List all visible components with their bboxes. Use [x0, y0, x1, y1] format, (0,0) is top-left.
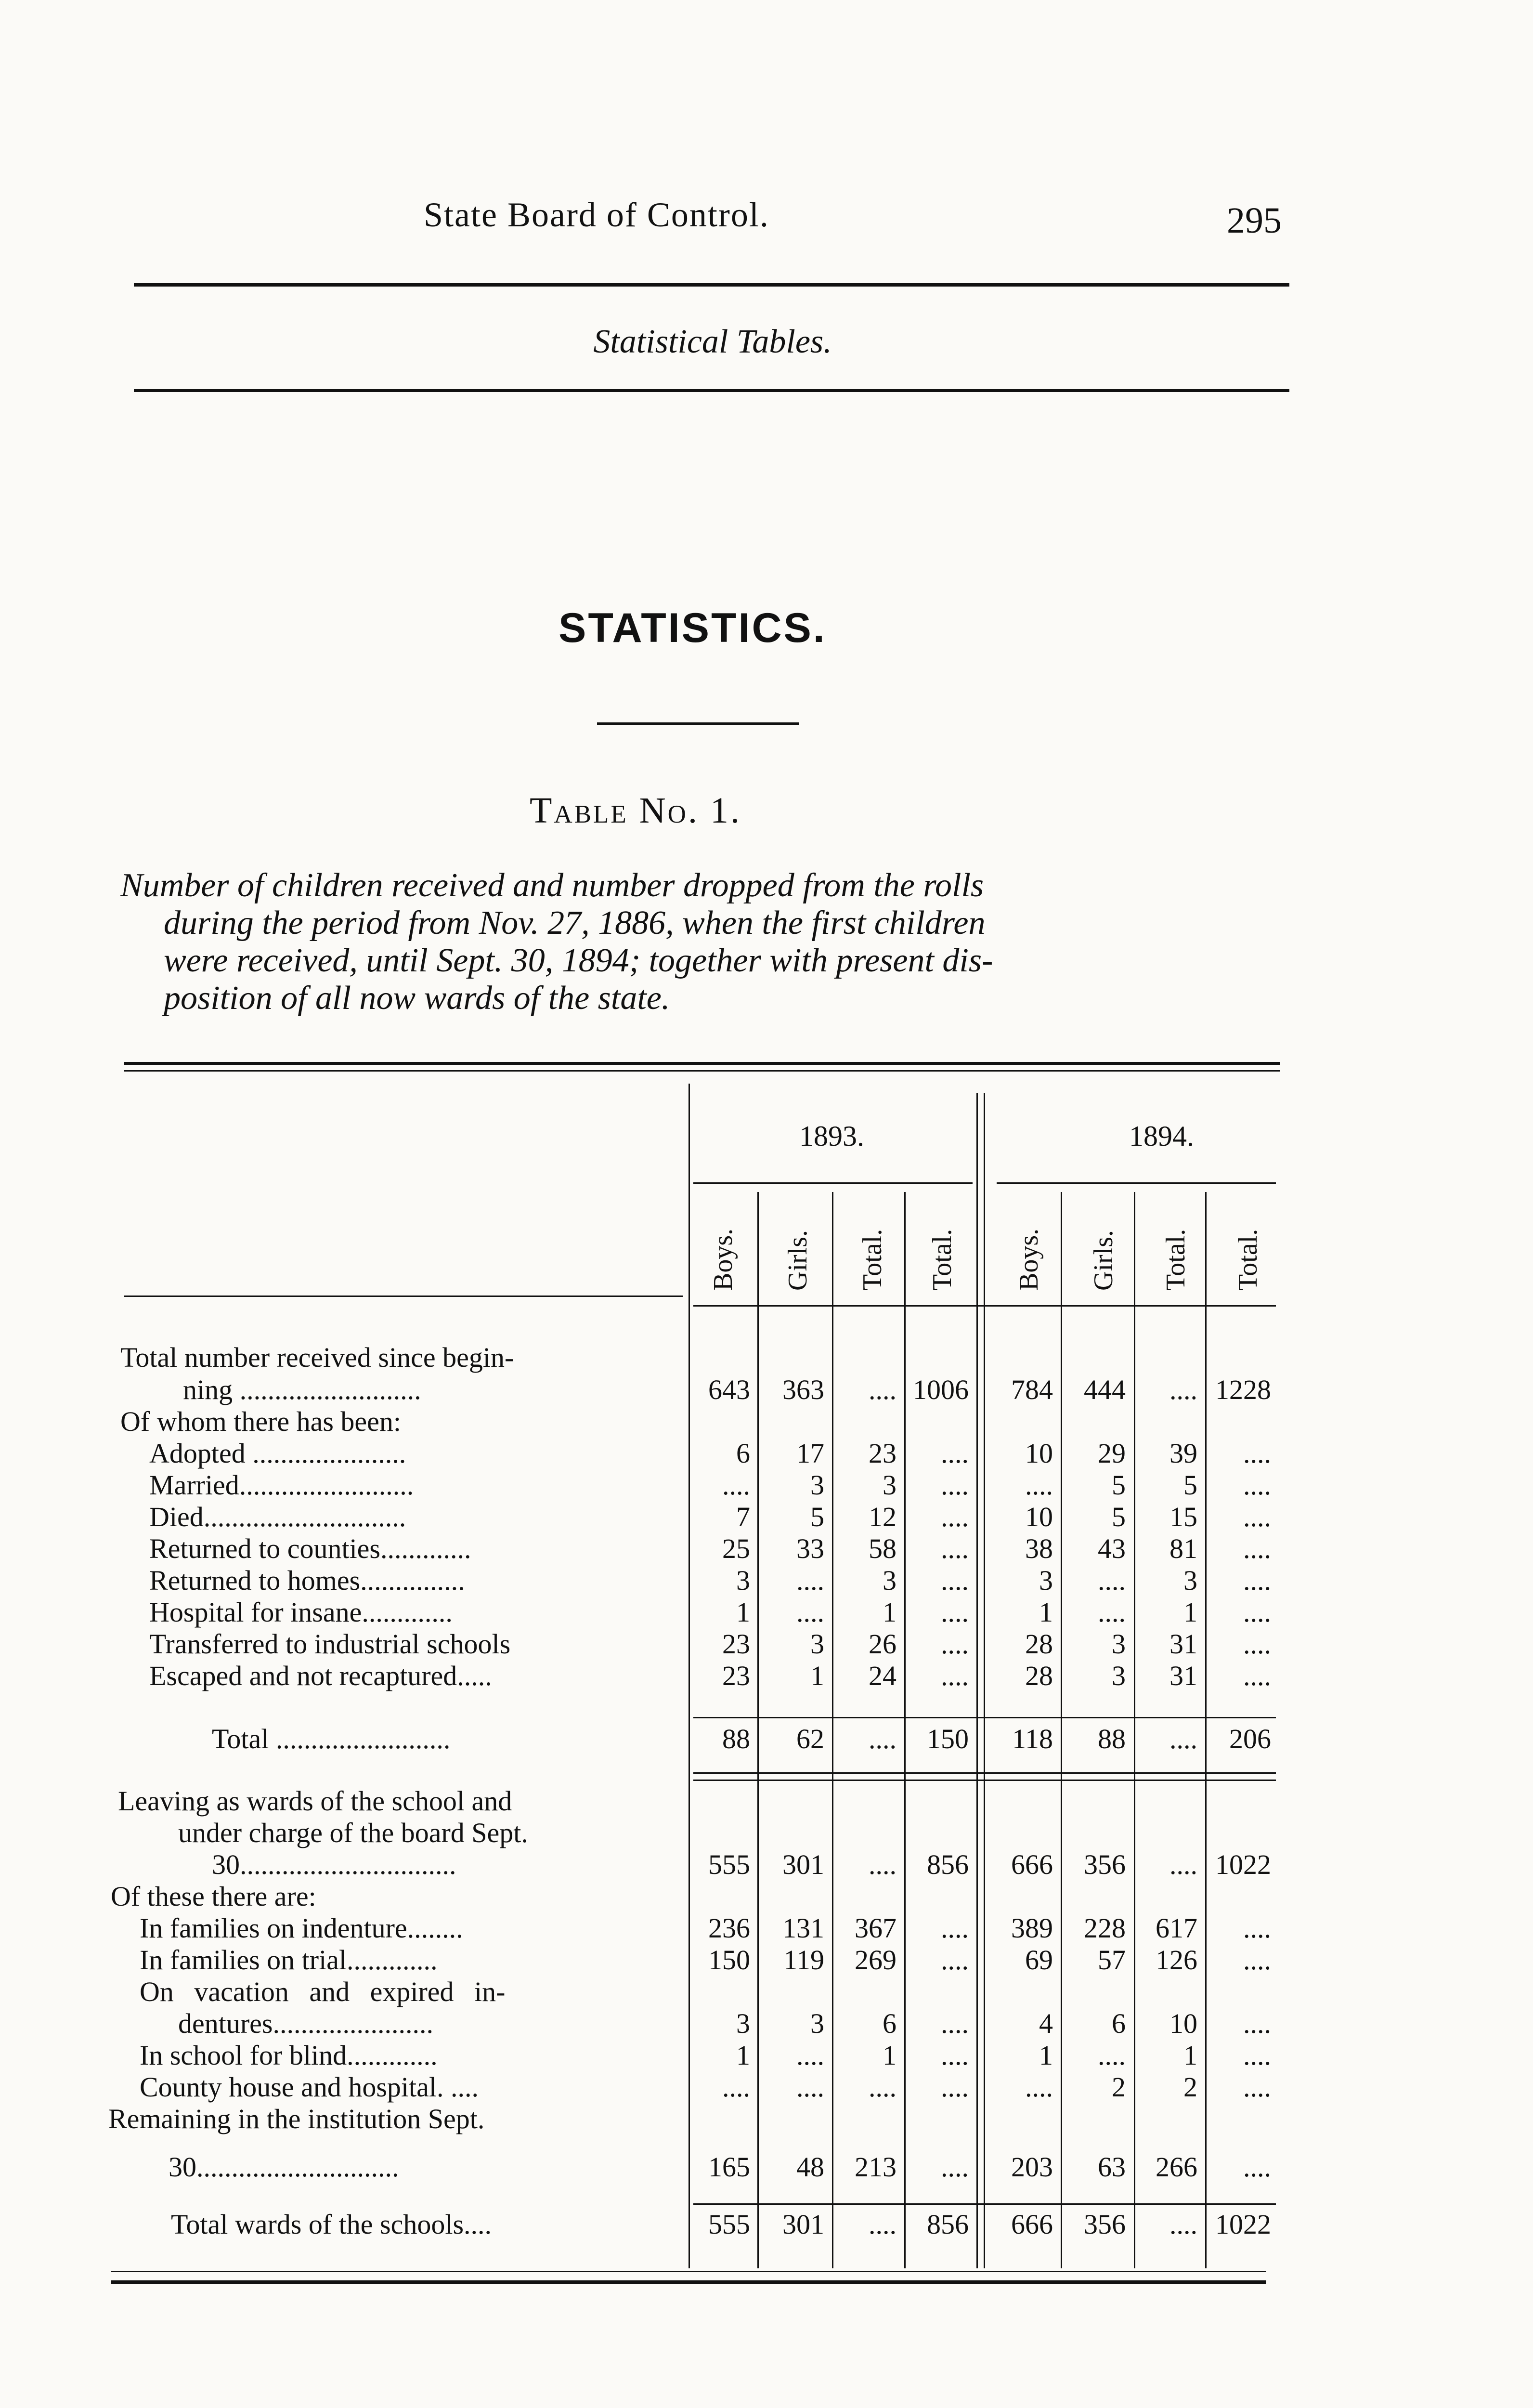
table-cell: 1	[883, 2040, 896, 2071]
table-cell: 1228	[1215, 1374, 1271, 1405]
table-cell: 28	[1025, 1660, 1053, 1691]
table-cell: 126	[1156, 1944, 1197, 1976]
table-cell: 643	[708, 1374, 750, 1405]
table-cell: ....	[941, 2008, 969, 2039]
table-cell: 10	[1025, 1438, 1053, 1469]
table-cell: 88	[722, 1723, 750, 1754]
table-cell: 236	[708, 1912, 750, 1944]
table-cell: ....	[1098, 1597, 1126, 1628]
table-cell: ....	[869, 1374, 896, 1405]
table-cell: ....	[941, 1438, 969, 1469]
table-cell: 15	[1169, 1501, 1197, 1532]
table-cell: ....	[1243, 1501, 1271, 1532]
table-cell: 266	[1156, 2151, 1197, 2183]
table-cell: 3	[810, 1469, 824, 1501]
year-header-1893: 1893.	[799, 1120, 864, 1152]
table-cell: 3	[883, 1469, 896, 1501]
table-cell: 228	[1084, 1912, 1126, 1944]
table-cell: 3	[736, 1565, 750, 1596]
table-cell: ....	[941, 1533, 969, 1564]
row-label: Leaving as wards of the school and	[118, 1785, 512, 1817]
col-header-total: Total.	[1161, 1229, 1191, 1291]
table-cell: 213	[855, 2151, 896, 2183]
year-header-1894: 1894.	[1129, 1120, 1194, 1152]
col-rule	[1205, 1192, 1207, 2268]
table-cell: 1	[1039, 1597, 1053, 1628]
row-label: Married.........................	[149, 1469, 414, 1501]
table-cell: 3	[1112, 1660, 1126, 1691]
table-cell: ....	[1025, 2071, 1053, 2103]
stub-header-rule	[124, 1296, 683, 1297]
table-cell: ....	[796, 2040, 824, 2071]
row-label: Total .........................	[212, 1723, 451, 1754]
col-rule	[904, 1192, 906, 2268]
table-cell: ....	[941, 1660, 969, 1691]
table-cell: 48	[796, 2151, 824, 2183]
col-rule	[832, 1192, 833, 2268]
row-label: Of whom there has been:	[120, 1406, 402, 1437]
row-label: Total number received since begin-	[120, 1342, 514, 1373]
table-cell: 666	[1011, 1849, 1053, 1880]
table-cell: 1022	[1215, 1849, 1271, 1880]
table-cell: 1	[1039, 2040, 1053, 2071]
table-cell: 5	[1112, 1501, 1126, 1532]
table-cell: 666	[1011, 2209, 1053, 2240]
table-cell: 1	[883, 1597, 896, 1628]
table-cell: 7	[736, 1501, 750, 1532]
table-cell: 3	[810, 1628, 824, 1660]
table-cell: 25	[722, 1533, 750, 1564]
row-label: Adopted ......................	[149, 1438, 406, 1469]
table-cell: 856	[927, 1849, 969, 1880]
table-cell: ....	[1243, 1628, 1271, 1660]
table-cell: 3	[810, 2008, 824, 2039]
row-label: Returned to homes...............	[149, 1565, 465, 1596]
row-label: Of these there are:	[111, 1881, 316, 1912]
table-cell: 5	[1112, 1469, 1126, 1501]
table-cell: 29	[1098, 1438, 1126, 1469]
table-cell: 39	[1169, 1438, 1197, 1469]
table-cell: ....	[941, 1628, 969, 1660]
sum-rule-double	[693, 1780, 1276, 1781]
table-cell: 1022	[1215, 2209, 1271, 2240]
table-cell: ....	[869, 1723, 896, 1754]
table-cell: 88	[1098, 1723, 1126, 1754]
row-label: dentures.......................	[178, 2008, 433, 2039]
sum-rule	[693, 1717, 1276, 1718]
row-label: 30...............................	[212, 1849, 456, 1880]
table-cell: ....	[941, 2151, 969, 2183]
table-cell: 10	[1169, 2008, 1197, 2039]
table-cell: 301	[782, 1849, 824, 1880]
col-header-boys: Boys.	[708, 1228, 738, 1291]
table-cell: ....	[941, 1469, 969, 1501]
year-underline	[693, 1182, 973, 1184]
table-top-rule	[124, 1070, 1280, 1072]
table-cell: ....	[1243, 1469, 1271, 1501]
table-cell: ....	[941, 1565, 969, 1596]
table-cell: ....	[941, 2040, 969, 2071]
table-cell: ....	[1243, 1912, 1271, 1944]
row-label: Returned to counties.............	[149, 1533, 471, 1564]
table-top-rule	[124, 1062, 1280, 1065]
table-cell: 33	[796, 1533, 824, 1564]
sum-rule	[693, 2203, 1276, 2205]
caption-line: Number of children received and number dropped from the rolls	[120, 867, 984, 904]
table-cell: 63	[1098, 2151, 1126, 2183]
col-rule	[976, 1093, 978, 2268]
col-header-girls: Girls.	[783, 1230, 813, 1291]
table-cell: 6	[736, 1438, 750, 1469]
row-label: Transferred to industrial schools	[149, 1628, 511, 1660]
table-cell: ....	[941, 1912, 969, 1944]
table-cell: 2	[1183, 2071, 1197, 2103]
table-cell: 3	[736, 2008, 750, 2039]
table-cell: 3	[1112, 1628, 1126, 1660]
table-cell: 856	[927, 2209, 969, 2240]
table-cell: 58	[869, 1533, 896, 1564]
table-cell: ....	[1243, 1533, 1271, 1564]
table-cell: ....	[1098, 2040, 1126, 2071]
table-cell: 1	[810, 1660, 824, 1691]
table-cell: 206	[1229, 1723, 1271, 1754]
year-underline	[997, 1182, 1276, 1184]
table-cell: 12	[869, 1501, 896, 1532]
row-label: Remaining in the institution Sept.	[108, 2103, 485, 2134]
col-header-total: Total.	[857, 1229, 887, 1291]
table-cell: 23	[722, 1628, 750, 1660]
table-cell: 119	[783, 1944, 824, 1976]
table-cell: 3	[883, 1565, 896, 1596]
table-cell: ....	[1243, 1438, 1271, 1469]
table-cell: 165	[708, 2151, 750, 2183]
table-cell: 784	[1011, 1374, 1053, 1405]
table-cell: ....	[722, 1469, 750, 1501]
row-label: In families on trial.............	[140, 1944, 438, 1976]
caption-line: were received, until Sept. 30, 1894; together with present dis-	[164, 942, 993, 979]
table-cell: 3	[1183, 1565, 1197, 1596]
table-cell: ....	[869, 2071, 896, 2103]
table-cell: 31	[1169, 1628, 1197, 1660]
table-cell: 1	[736, 1597, 750, 1628]
col-header-total: Total.	[1233, 1229, 1263, 1291]
table-cell: ....	[796, 1597, 824, 1628]
row-label: County house and hospital. ....	[140, 2071, 479, 2103]
page-number: 295	[1227, 200, 1282, 241]
table-cell: ....	[1243, 2071, 1271, 2103]
row-label: On vacation and expired in-	[140, 1976, 506, 2007]
header-rule-bottom	[134, 389, 1289, 392]
table-cell: 62	[796, 1723, 824, 1754]
table-cell: 24	[869, 1660, 896, 1691]
table-cell: 555	[708, 2209, 750, 2240]
running-subtitle: Statistical Tables.	[593, 323, 832, 360]
table-cell: 2	[1112, 2071, 1126, 2103]
table-cell: ....	[941, 1944, 969, 1976]
row-label: In school for blind.............	[140, 2040, 438, 2071]
table-cell: 69	[1025, 1944, 1053, 1976]
table-cell: 5	[1183, 1469, 1197, 1501]
table-cell: ....	[941, 2071, 969, 2103]
table-cell: 1	[1183, 2040, 1197, 2071]
table-cell: 444	[1084, 1374, 1126, 1405]
table-cell: 617	[1156, 1912, 1197, 1944]
col-rule	[1061, 1192, 1062, 2268]
table-caption	[120, 867, 1286, 1017]
table-cell: 6	[1112, 2008, 1126, 2039]
table-cell: 363	[782, 1374, 824, 1405]
running-header-title: State Board of Control.	[424, 196, 769, 234]
row-label: Hospital for insane.............	[149, 1597, 453, 1628]
table-cell: ....	[1243, 1660, 1271, 1691]
col-header-boys: Boys.	[1014, 1228, 1044, 1291]
table-cell: ....	[941, 1597, 969, 1628]
header-rule-top	[134, 283, 1289, 287]
section-divider	[597, 722, 799, 725]
table-cell: 131	[782, 1912, 824, 1944]
table-cell: ....	[1025, 1469, 1053, 1501]
col-header-girls: Girls.	[1089, 1230, 1118, 1291]
table-cell: 389	[1011, 1912, 1053, 1944]
table-cell: 26	[869, 1628, 896, 1660]
table-cell: 203	[1011, 2151, 1053, 2183]
section-title: STATISTICS.	[559, 605, 827, 651]
table-cell: 5	[810, 1501, 824, 1532]
table-cell: 6	[883, 2008, 896, 2039]
table-cell: 10	[1025, 1501, 1053, 1532]
row-label: In families on indenture........	[140, 1912, 463, 1944]
row-label: Total wards of the schools....	[171, 2209, 492, 2240]
table-cell: 1	[1183, 1597, 1197, 1628]
table-cell: 356	[1084, 1849, 1126, 1880]
table-cell: ....	[1243, 2040, 1271, 2071]
table-cell: ....	[1169, 1374, 1197, 1405]
row-label: under charge of the board Sept.	[178, 1817, 528, 1848]
col-rule	[757, 1192, 759, 2268]
table-cell: ....	[1169, 1723, 1197, 1754]
table-cell: 555	[708, 1849, 750, 1880]
table-cell: ....	[941, 1501, 969, 1532]
table-cell: ....	[1169, 1849, 1197, 1880]
table-cell: ....	[1169, 2209, 1197, 2240]
table-number: Table No. 1.	[530, 790, 741, 831]
table-cell: 150	[708, 1944, 750, 1976]
table-cell: 118	[1012, 1723, 1053, 1754]
table-cell: 1	[736, 2040, 750, 2071]
table-bottom-rule	[111, 2280, 1266, 2284]
table-cell: 31	[1169, 1660, 1197, 1691]
table-bottom-rule	[111, 2271, 1266, 2272]
table-cell: 4	[1039, 2008, 1053, 2039]
table-cell: ....	[722, 2071, 750, 2103]
table-cell: ....	[869, 2209, 896, 2240]
caption-line: position of all now wards of the state.	[164, 980, 670, 1017]
table-cell: 57	[1098, 1944, 1126, 1976]
table-cell: 23	[869, 1438, 896, 1469]
table-cell: ....	[1243, 2008, 1271, 2039]
table-cell: 356	[1084, 2209, 1126, 2240]
table-cell: ....	[1098, 1565, 1126, 1596]
row-label: Died.............................	[149, 1501, 406, 1532]
table-cell: 301	[782, 2209, 824, 2240]
col-rule	[984, 1093, 985, 2268]
table-cell: 81	[1169, 1533, 1197, 1564]
table-cell: 367	[855, 1912, 896, 1944]
row-label: 30.............................	[169, 2151, 399, 2183]
table-cell: ....	[869, 1849, 896, 1880]
table-cell: 23	[722, 1660, 750, 1691]
table-cell: ....	[1243, 2151, 1271, 2183]
table-cell: 43	[1098, 1533, 1126, 1564]
table-cell: ....	[1243, 1565, 1271, 1596]
row-label: Escaped and not recaptured.....	[149, 1660, 492, 1691]
sum-rule-double	[693, 1772, 1276, 1774]
table-cell: 150	[927, 1723, 969, 1754]
table-cell: ....	[796, 2071, 824, 2103]
table-cell: 28	[1025, 1628, 1053, 1660]
table-cell: 1006	[913, 1374, 969, 1405]
caption-line: during the period from Nov. 27, 1886, when the first children	[164, 904, 986, 942]
table-cell: 17	[796, 1438, 824, 1469]
row-label: ning ..........................	[183, 1374, 421, 1405]
table-cell: 269	[855, 1944, 896, 1976]
table-cell: 38	[1025, 1533, 1053, 1564]
table-cell: 3	[1039, 1565, 1053, 1596]
col-header-total: Total.	[927, 1229, 957, 1291]
table-cell: ....	[1243, 1597, 1271, 1628]
table-cell: ....	[1243, 1944, 1271, 1976]
table-cell: ....	[796, 1565, 824, 1596]
